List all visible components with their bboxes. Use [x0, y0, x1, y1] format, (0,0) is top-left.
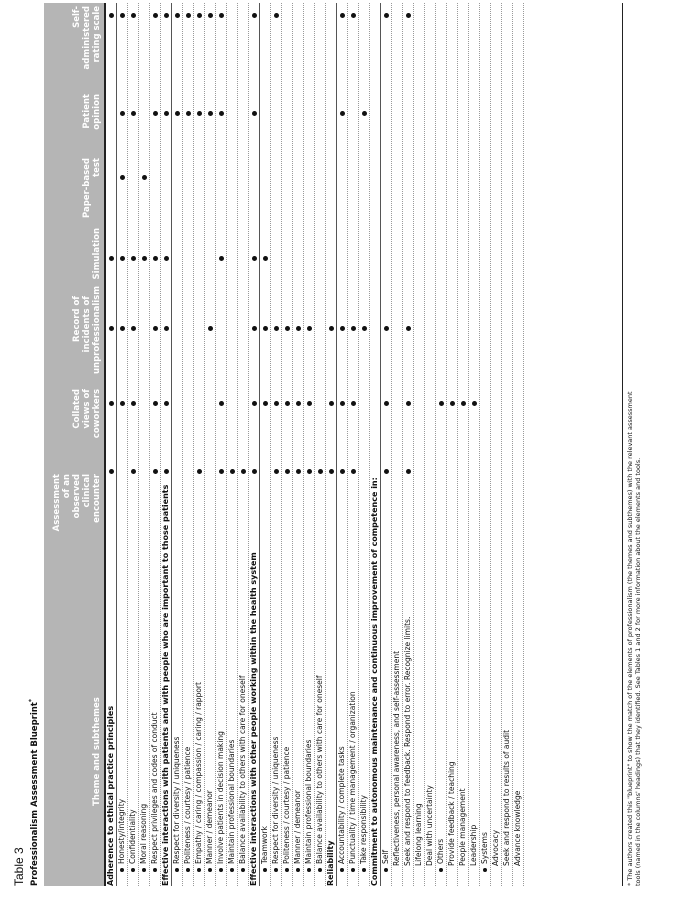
- row-label: [381, 850, 391, 876]
- match-dot-icon: [164, 13, 169, 18]
- match-dot-icon: [252, 111, 257, 116]
- match-dot-icon: [142, 175, 147, 180]
- row-label-text: Systems: [480, 832, 489, 864]
- match-dot-icon: [439, 401, 444, 406]
- match-dot-icon: [186, 13, 191, 18]
- match-dot-icon: [329, 469, 334, 474]
- row-label: [249, 552, 259, 886]
- row-label-text: Politeness / courtesy / patience: [282, 746, 291, 864]
- row-label-text: People management: [458, 788, 467, 866]
- bullet-icon: [483, 868, 487, 872]
- match-dot-icon: [109, 326, 114, 331]
- row-label: [227, 740, 237, 876]
- match-dot-icon: [252, 401, 257, 406]
- match-dot-icon: [340, 111, 345, 116]
- row-label-text: Advance knowledge: [513, 790, 522, 866]
- match-dot-icon: [153, 326, 158, 331]
- match-dot-icon: [252, 13, 257, 18]
- match-dot-icon: [164, 256, 169, 261]
- row-label-text: Effective interactions with other people working within the health system: [249, 552, 258, 886]
- match-dot-icon: [219, 256, 224, 261]
- row-label-text: Respect for diversity / uniqueness: [271, 736, 280, 864]
- match-dot-icon: [120, 256, 125, 261]
- subtheme-row: [194, 3, 205, 886]
- match-dot-icon: [384, 326, 389, 331]
- bullet-icon: [362, 868, 366, 872]
- header-col-1-line: views of: [82, 389, 92, 429]
- match-dot-icon: [109, 401, 114, 406]
- match-dot-icon: [131, 401, 136, 406]
- header-col-5: [82, 94, 102, 172]
- row-label-text: Seek and respond to feedback. Respond to error. Recognize limits.: [403, 616, 412, 866]
- match-dot-icon: [340, 326, 345, 331]
- row-label-text: Reflectiveness, personal awareness, and self-assessment: [392, 650, 401, 866]
- row-label-text: Maintain professional boundaries: [227, 739, 236, 864]
- subtheme-row: [425, 3, 436, 886]
- match-dot-icon: [252, 326, 257, 331]
- subtheme-row: [183, 3, 194, 886]
- subtheme-row: [414, 3, 425, 886]
- match-dot-icon: [318, 469, 323, 474]
- row-label-text: Commitment to autonomous maintenance and continuous improvement of competence in:: [370, 477, 379, 886]
- row-label-text: Respect privileges and codes of conduct: [150, 712, 159, 864]
- subtheme-row: [128, 3, 139, 886]
- header-col-4-line: Paper-based: [82, 158, 92, 219]
- row-label: [337, 746, 347, 876]
- match-dot-icon: [351, 469, 356, 474]
- row-label-text: Leadership: [469, 824, 478, 866]
- match-dot-icon: [263, 326, 268, 331]
- subtheme-row: [480, 3, 491, 886]
- match-dot-icon: [285, 469, 290, 474]
- header-col-6: [72, 6, 102, 84]
- row-label-text: Deal with uncertainty: [425, 785, 434, 866]
- subtheme-row: [216, 3, 227, 886]
- row-label: [436, 839, 446, 876]
- match-dot-icon: [142, 256, 147, 261]
- header-col-1: [72, 389, 102, 467]
- match-dot-icon: [274, 13, 279, 18]
- row-label: [315, 676, 325, 876]
- match-dot-icon: [384, 401, 389, 406]
- match-dot-icon: [351, 401, 356, 406]
- row-label-text: Advocacy: [491, 829, 500, 866]
- row-label: [271, 737, 281, 876]
- header-col-3-line: Simulation: [92, 228, 102, 280]
- match-dot-icon: [351, 326, 356, 331]
- row-label-text: Effective interactions with patients and with people who are important to those patients: [161, 484, 170, 886]
- match-dot-icon: [263, 401, 268, 406]
- row-label: [260, 826, 270, 876]
- match-dot-icon: [362, 111, 367, 116]
- match-dot-icon: [109, 13, 114, 18]
- row-label-text: Maintain professional boundaries: [304, 739, 313, 864]
- row-label: [161, 485, 171, 886]
- match-dot-icon: [175, 111, 180, 116]
- match-dot-icon: [131, 326, 136, 331]
- row-label: [304, 740, 314, 876]
- subtheme-row: [260, 3, 271, 886]
- header-col-6-line: Self-administered: [72, 6, 92, 70]
- subtheme-row: [469, 3, 480, 886]
- match-dot-icon: [120, 111, 125, 116]
- header-col-2-line: unprofessionalism: [92, 285, 102, 374]
- row-label-text: Politeness / courtesy / patience: [183, 746, 192, 864]
- row-label: [469, 825, 479, 866]
- subtheme-row: [502, 3, 513, 886]
- match-dot-icon: [252, 469, 257, 474]
- match-dot-icon: [406, 401, 411, 406]
- table-header: [44, 3, 104, 886]
- match-dot-icon: [164, 401, 169, 406]
- header-col-2-line: Record of: [72, 296, 82, 342]
- row-label-text: Manner / demeanor: [205, 790, 214, 864]
- match-dot-icon: [472, 401, 477, 406]
- match-dot-icon: [219, 401, 224, 406]
- bullet-icon: [219, 868, 223, 872]
- row-label-text: Accountability / complete tasks: [337, 746, 346, 864]
- match-dot-icon: [131, 256, 136, 261]
- match-dot-icon: [219, 111, 224, 116]
- theme-row: [370, 3, 381, 886]
- row-label: [359, 795, 369, 876]
- match-dot-icon: [241, 469, 246, 474]
- subtheme-row: [359, 3, 370, 886]
- bullet-icon: [175, 868, 179, 872]
- header-col-5-line: opinion: [92, 94, 102, 130]
- row-label: [447, 761, 457, 866]
- subtheme-row: [172, 3, 183, 886]
- bullet-icon: [439, 868, 443, 872]
- row-label-text: Seek and respond to results of audit: [502, 729, 511, 866]
- match-dot-icon: [340, 401, 345, 406]
- match-dot-icon: [296, 326, 301, 331]
- subtheme-row: [337, 3, 348, 886]
- row-label-text: Involve patients in decision making: [216, 731, 225, 864]
- theme-row: [326, 3, 337, 886]
- row-label: [238, 676, 248, 876]
- bullet-icon: [153, 868, 157, 872]
- subtheme-row: [227, 3, 238, 886]
- match-dot-icon: [274, 469, 279, 474]
- row-label: [458, 788, 468, 866]
- bullet-icon: [186, 868, 190, 872]
- match-dot-icon: [164, 469, 169, 474]
- row-label-text: Take responsibility: [359, 795, 368, 864]
- subtheme-row: [205, 3, 216, 886]
- header-col-6-line: rating scale: [92, 6, 102, 63]
- subtheme-row: [392, 3, 403, 886]
- bullet-icon: [274, 868, 278, 872]
- bullet-icon: [384, 868, 388, 872]
- match-dot-icon: [450, 401, 455, 406]
- subtheme-row: [491, 3, 502, 886]
- header-col-3: [92, 228, 102, 306]
- match-dot-icon: [296, 401, 301, 406]
- row-label: [139, 804, 149, 876]
- row-label: [216, 731, 226, 876]
- match-dot-icon: [153, 111, 158, 116]
- row-label: [150, 712, 160, 876]
- header-col-0-line: clinical: [82, 474, 92, 508]
- subtheme-row: [238, 3, 249, 886]
- bullet-icon: [142, 868, 146, 872]
- match-dot-icon: [164, 326, 169, 331]
- header-col-2-line: incidents of: [82, 296, 92, 353]
- match-dot-icon: [340, 469, 345, 474]
- match-dot-icon: [340, 13, 345, 18]
- match-dot-icon: [274, 326, 279, 331]
- header-col-1-line: Collated: [72, 389, 82, 429]
- match-dot-icon: [131, 469, 136, 474]
- bullet-icon: [197, 868, 201, 872]
- theme-row: [249, 3, 260, 886]
- header-col-4-line: test: [92, 158, 102, 177]
- bullet-icon: [120, 868, 124, 872]
- row-label: [106, 706, 116, 886]
- row-label-text: Honesty/integrity: [117, 798, 126, 864]
- match-dot-icon: [406, 13, 411, 18]
- bullet-icon: [241, 868, 245, 872]
- row-label: [128, 809, 138, 876]
- row-label: [491, 830, 501, 866]
- table-title: [28, 699, 40, 886]
- header-col-0: [52, 474, 102, 552]
- match-dot-icon: [153, 469, 158, 474]
- row-label: [502, 730, 512, 866]
- row-label: [282, 747, 292, 876]
- header-col-0-line: encounter: [92, 474, 102, 523]
- row-label: [205, 790, 215, 876]
- bullet-icon: [230, 868, 234, 872]
- match-dot-icon: [208, 111, 213, 116]
- title-footnote-mark: *: [28, 698, 35, 703]
- subtheme-row: [513, 3, 524, 886]
- row-label-text: Lifelong learning: [414, 803, 423, 866]
- match-dot-icon: [131, 13, 136, 18]
- match-dot-icon: [252, 256, 257, 261]
- match-dot-icon: [406, 326, 411, 331]
- row-label: [392, 651, 402, 866]
- match-dot-icon: [197, 13, 202, 18]
- row-label: [293, 790, 303, 876]
- match-dot-icon: [230, 469, 235, 474]
- subtheme-row: [436, 3, 447, 886]
- match-dot-icon: [120, 13, 125, 18]
- match-dot-icon: [175, 13, 180, 18]
- row-label-text: Balance availability to others with care for oneself: [238, 675, 247, 864]
- subtheme-row: [447, 3, 458, 886]
- match-dot-icon: [219, 469, 224, 474]
- match-dot-icon: [307, 401, 312, 406]
- blueprint-table: [44, 3, 524, 886]
- row-label: [348, 691, 358, 876]
- row-label: [425, 785, 435, 866]
- subtheme-row: [117, 3, 128, 886]
- row-label-text: Teamwork: [260, 826, 269, 864]
- row-label-text: Respect for diversity / uniqueness: [172, 736, 181, 864]
- subtheme-row: [282, 3, 293, 886]
- match-dot-icon: [120, 175, 125, 180]
- header-col-0-line: Assessment: [52, 474, 62, 532]
- row-label-text: Moral reasoning: [139, 803, 148, 864]
- bullet-icon: [208, 868, 212, 872]
- footnote: * The authors created this "blueprint" to show the match of the elements of professionalism (the themes and subthemes) with the relevant assessment tools (named in the columns' headings) that they identified. See Tables 1 and 2 for more information about the elements and tools.: [626, 391, 642, 886]
- bullet-icon: [296, 868, 300, 872]
- header-col-0-line: observed: [72, 474, 82, 519]
- match-dot-icon: [197, 469, 202, 474]
- row-label-text: Confidentiality: [128, 809, 137, 864]
- match-dot-icon: [153, 401, 158, 406]
- subtheme-row: [293, 3, 304, 886]
- match-dot-icon: [153, 13, 158, 18]
- row-label-text: Provide feedback / teaching: [447, 761, 456, 866]
- match-dot-icon: [120, 401, 125, 406]
- subtheme-row: [315, 3, 326, 886]
- match-dot-icon: [307, 326, 312, 331]
- match-dot-icon: [186, 111, 191, 116]
- match-dot-icon: [329, 326, 334, 331]
- bullet-icon: [307, 868, 311, 872]
- subtheme-row: [381, 3, 392, 886]
- row-label-text: Reliability: [326, 840, 335, 886]
- match-dot-icon: [362, 326, 367, 331]
- bullet-icon: [263, 868, 267, 872]
- row-label: [414, 803, 424, 866]
- row-label: [183, 747, 193, 876]
- row-label: [370, 477, 380, 886]
- subtheme-row: [348, 3, 359, 886]
- match-dot-icon: [461, 401, 466, 406]
- bullet-icon: [131, 868, 135, 872]
- row-label-text: Punctuality / time management / organization: [348, 691, 357, 864]
- row-label: [117, 799, 127, 876]
- table-title-text: Professionalism Assessment Blueprint: [29, 702, 40, 886]
- bottom-rule: [622, 3, 623, 886]
- row-label: [194, 682, 204, 876]
- row-label-text: Adherence to ethical practice principles: [106, 705, 115, 886]
- match-dot-icon: [274, 401, 279, 406]
- header-col-0-line: of an: [62, 474, 72, 499]
- table-caption: Table 3: [12, 847, 26, 886]
- match-dot-icon: [208, 13, 213, 18]
- match-dot-icon: [307, 469, 312, 474]
- theme-row: [161, 3, 172, 886]
- match-dot-icon: [208, 326, 213, 331]
- match-dot-icon: [406, 469, 411, 474]
- row-label-text: Balance availability to others with care for oneself: [315, 675, 324, 864]
- match-dot-icon: [285, 401, 290, 406]
- theme-row: [104, 3, 117, 886]
- bullet-icon: [285, 868, 289, 872]
- match-dot-icon: [296, 469, 301, 474]
- header-col-2: [72, 285, 102, 374]
- row-label-text: Self: [381, 849, 390, 864]
- row-label: [480, 832, 490, 876]
- subtheme-row: [139, 3, 150, 886]
- row-label: [513, 791, 523, 866]
- bullet-icon: [351, 868, 355, 872]
- header-col-1-line: coworkers: [92, 389, 102, 439]
- row-label: [403, 617, 413, 866]
- subtheme-row: [403, 3, 414, 886]
- row-label: [172, 737, 182, 876]
- row-label-text: Manner / demeanor: [293, 790, 302, 864]
- match-dot-icon: [285, 326, 290, 331]
- match-dot-icon: [120, 326, 125, 331]
- match-dot-icon: [109, 469, 114, 474]
- header-col-5-line: Patient: [82, 94, 92, 129]
- match-dot-icon: [153, 256, 158, 261]
- row-label-text: Empathy / caring / compassion / caring / rapport: [194, 682, 203, 864]
- header-theme: Theme and subthemes: [92, 697, 102, 806]
- match-dot-icon: [164, 111, 169, 116]
- match-dot-icon: [131, 111, 136, 116]
- table-body: [104, 3, 524, 886]
- match-dot-icon: [109, 256, 114, 261]
- bullet-icon: [340, 868, 344, 872]
- row-label-text: Others: [436, 838, 445, 864]
- subtheme-row: [304, 3, 315, 886]
- row-label: [326, 841, 336, 886]
- match-dot-icon: [384, 13, 389, 18]
- match-dot-icon: [329, 401, 334, 406]
- match-dot-icon: [263, 256, 268, 261]
- bullet-icon: [318, 868, 322, 872]
- match-dot-icon: [384, 469, 389, 474]
- match-dot-icon: [351, 13, 356, 18]
- subtheme-row: [150, 3, 161, 886]
- match-dot-icon: [197, 111, 202, 116]
- subtheme-row: [458, 3, 469, 886]
- match-dot-icon: [219, 13, 224, 18]
- subtheme-row: [271, 3, 282, 886]
